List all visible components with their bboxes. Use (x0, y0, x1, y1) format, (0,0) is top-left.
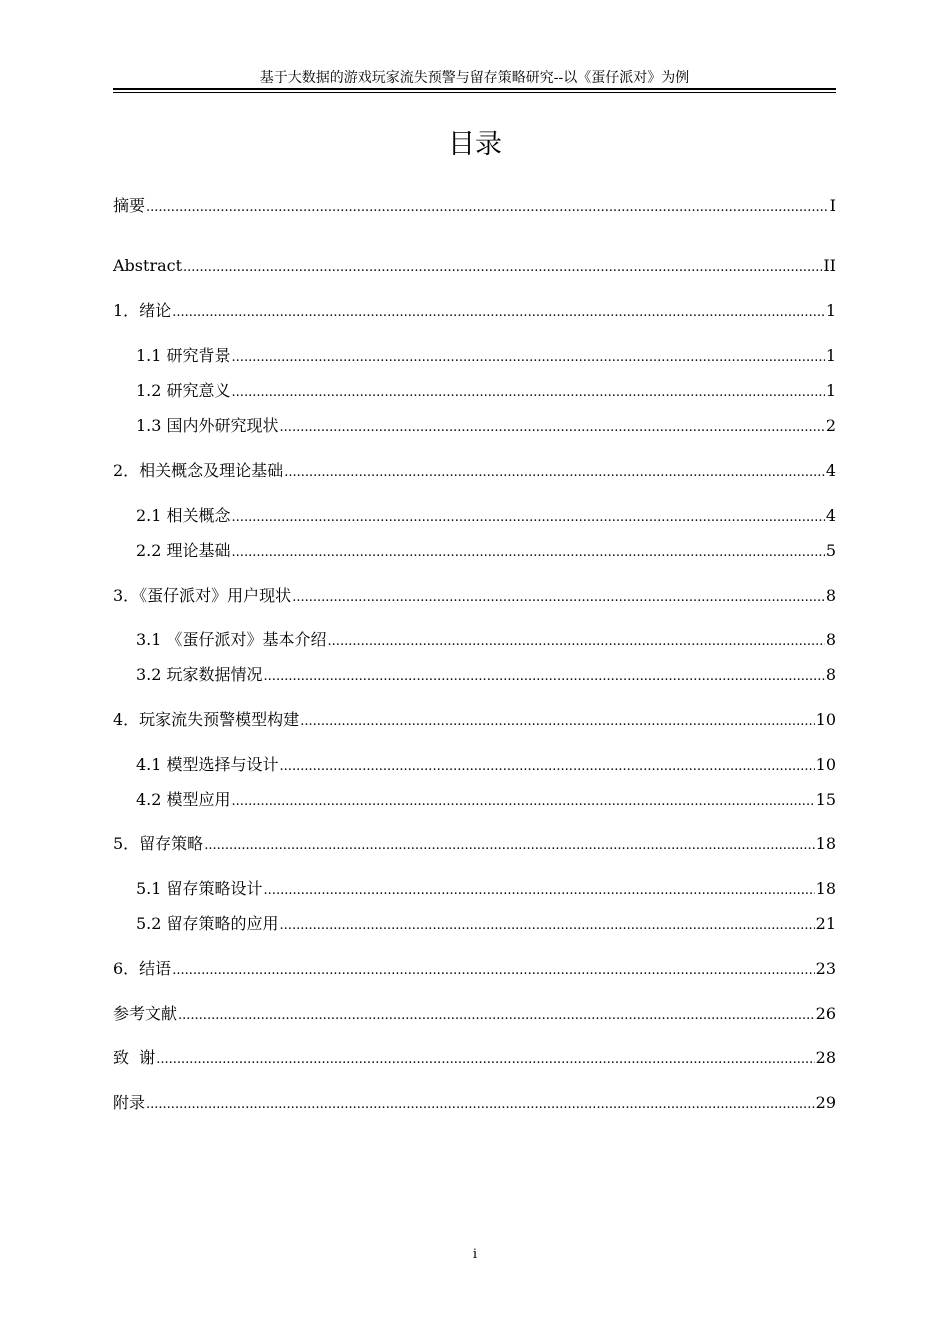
toc-entry-page: 10 (815, 755, 836, 774)
toc-entry-acknowledgements[interactable] (113, 1046, 836, 1070)
toc-entry-page: 29 (815, 1093, 836, 1112)
toc-dot-leader (264, 665, 825, 689)
toc-entry-label: 5.2 留存策略的应用 (136, 914, 279, 933)
toc-dot-leader (178, 1004, 815, 1028)
toc-entry-section-2-2[interactable] (136, 539, 836, 563)
toc-entry-page: 1 (825, 346, 836, 365)
toc-entry-label: 5.1 留存策略设计 (136, 879, 263, 898)
toc-entry-page: 18 (815, 834, 836, 853)
toc-dot-leader (204, 834, 814, 858)
toc-entry-section-3-1[interactable] (136, 628, 836, 652)
toc-entry-abstract-cn[interactable] (113, 194, 836, 218)
toc-entry-page: 8 (825, 586, 836, 605)
toc-entry-label: 2．相关概念及理论基础 (113, 461, 284, 480)
toc-dot-leader (280, 416, 825, 440)
toc-entry-page: 4 (825, 506, 836, 525)
header-rule-thick (113, 88, 836, 90)
toc-entry-section-4-1[interactable] (136, 753, 836, 777)
footer-page-number: i (472, 1247, 478, 1262)
toc-entry-label: 2.2 理论基础 (136, 541, 231, 560)
toc-dot-leader (172, 959, 814, 983)
toc-entry-appendix[interactable] (113, 1091, 836, 1115)
toc-entry-label: 5．留存策略 (113, 834, 204, 853)
toc-entry-label: 2.1 相关概念 (136, 506, 231, 525)
toc-dot-leader (264, 879, 815, 903)
toc-title: 目录 (448, 129, 502, 160)
toc-dot-leader (280, 755, 815, 779)
toc-entry-label: 1.3 国内外研究现状 (136, 416, 279, 435)
toc-dot-leader (280, 914, 815, 938)
toc-entry-label: 1.1 研究背景 (136, 346, 231, 365)
toc-entry-page: 2 (825, 416, 836, 435)
toc-entry-page: 5 (825, 541, 836, 560)
toc-entry-page: 23 (815, 959, 836, 978)
toc-entry-section-5-2[interactable] (136, 912, 836, 936)
running-header: 基于大数据的游戏玩家流失预警与留存策略研究--以《蛋仔派对》为例 (259, 70, 690, 86)
toc-entry-chapter-2[interactable] (113, 459, 836, 483)
toc-entry-section-2-1[interactable] (136, 504, 836, 528)
toc-entry-label: 4．玩家流失预警模型构建 (113, 710, 300, 729)
toc-dot-leader (156, 1048, 814, 1072)
toc-entry-page: I (829, 196, 836, 215)
toc-entry-page: 26 (815, 1004, 836, 1023)
toc-dot-leader (183, 256, 822, 280)
toc-entry-abstract-en[interactable] (113, 254, 836, 278)
toc-entry-page: 21 (815, 914, 836, 933)
toc-entry-chapter-4[interactable] (113, 708, 836, 732)
toc-entry-label: 3．《蛋仔派对》用户现状 (113, 586, 292, 605)
toc-dot-leader (146, 1093, 815, 1117)
toc-entry-page: 15 (815, 790, 836, 809)
toc-dot-leader (292, 586, 825, 610)
toc-entry-label: 4.2 模型应用 (136, 790, 231, 809)
toc-entry-label: 1.2 研究意义 (136, 381, 231, 400)
toc-dot-leader (146, 196, 829, 220)
toc-entry-chapter-5[interactable] (113, 832, 836, 856)
toc-dot-leader (232, 381, 825, 405)
toc-entry-label: 参考文献 (113, 1004, 178, 1023)
toc-entry-label: 摘要 (113, 196, 146, 215)
toc-entry-section-1-2[interactable] (136, 379, 836, 403)
toc-entry-page: 4 (825, 461, 836, 480)
toc-entry-page: 18 (815, 879, 836, 898)
header-rule-thin (113, 92, 836, 93)
toc-entry-section-1-3[interactable] (136, 414, 836, 438)
toc-dot-leader (232, 506, 825, 530)
toc-dot-leader (284, 461, 825, 485)
toc-entry-section-5-1[interactable] (136, 877, 836, 901)
toc-entry-section-3-2[interactable] (136, 663, 836, 687)
toc-dot-leader (172, 301, 825, 325)
toc-dot-leader (328, 630, 825, 654)
toc-entry-label: 致 谢 (113, 1048, 156, 1067)
toc-entry-page: II (823, 256, 836, 275)
toc-entry-chapter-6[interactable] (113, 957, 836, 981)
toc-entry-label: 4.1 模型选择与设计 (136, 755, 279, 774)
toc-dot-leader (232, 790, 815, 814)
toc-entry-label: 3.1 《蛋仔派对》基本介绍 (136, 630, 327, 649)
toc-entry-label: 1．绪论 (113, 301, 172, 320)
toc-entry-label: 附录 (113, 1093, 146, 1112)
toc-dot-leader (232, 541, 825, 565)
toc-entry-section-4-2[interactable] (136, 788, 836, 812)
toc-entry-label: 6．结语 (113, 959, 172, 978)
toc-entry-page: 1 (825, 381, 836, 400)
toc-entry-page: 28 (815, 1048, 836, 1067)
toc-entry-page: 10 (815, 710, 836, 729)
toc-entry-label: 3.2 玩家数据情况 (136, 665, 263, 684)
toc-entry-label: Abstract (113, 256, 183, 275)
toc-entry-section-1-1[interactable] (136, 344, 836, 368)
toc-dot-leader (232, 346, 825, 370)
toc-entry-page: 8 (825, 665, 836, 684)
toc-entry-page: 8 (825, 630, 836, 649)
toc-entry-chapter-3[interactable] (113, 584, 836, 608)
toc-dot-leader (300, 710, 814, 734)
toc-entry-references[interactable] (113, 1002, 836, 1026)
toc-entry-chapter-1[interactable] (113, 299, 836, 323)
toc-entry-page: 1 (825, 301, 836, 320)
